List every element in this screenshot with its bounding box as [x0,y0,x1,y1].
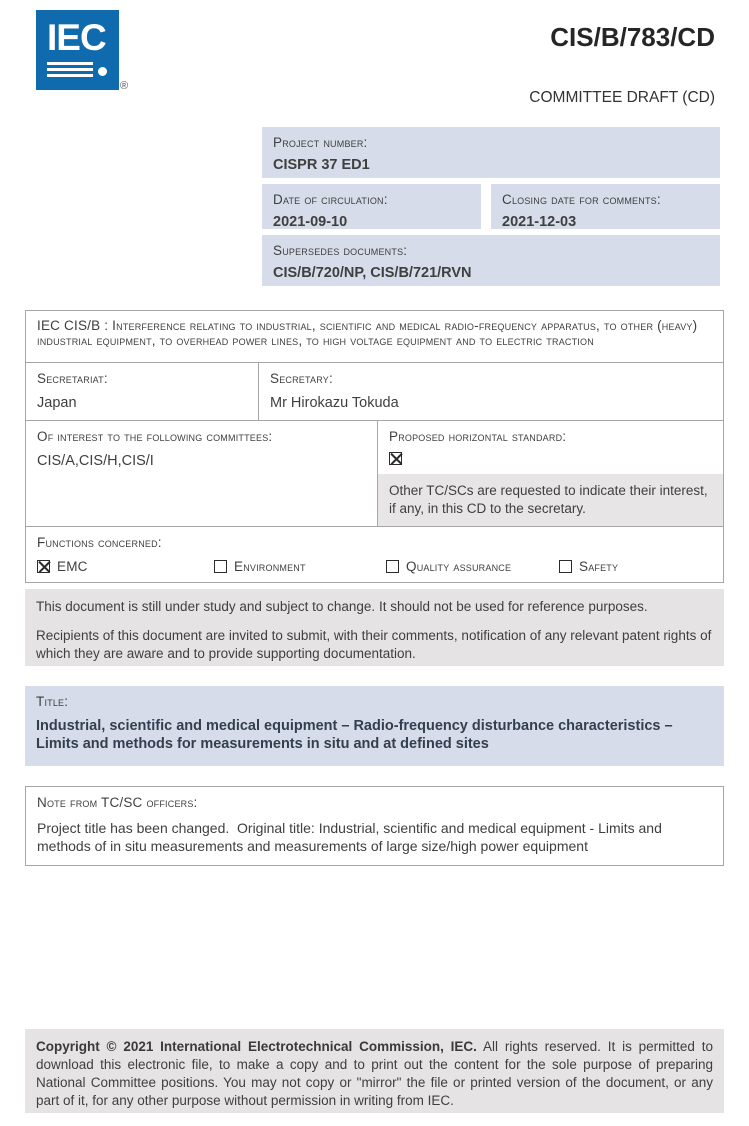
copyright-box [25,1029,724,1113]
circulation-date-box [262,184,481,229]
logo-bar [47,68,93,71]
iec-logo [36,10,119,90]
study-notice-text: This document is still under study and subject to change. It should not be used for reference purposes. [36,599,648,614]
document-title: Industrial, scientific and medical equipment – Radio-frequency disturbance characteristics – Limits and methods for measurements in situ and at defined sites [36,718,673,752]
supersedes-value: CIS/B/720/NP, CIS/B/721/RVN [273,265,472,281]
logo-bar [47,62,93,65]
horizontal-standard-top [378,421,723,474]
secretary-value: Mr Hirokazu Tokuda [270,395,399,411]
interest-label: Of interest to the following committees: [37,429,273,444]
secretariat-cell [26,363,259,420]
title-box [25,686,724,766]
environment-label: Environment [234,559,306,574]
function-item-safety [559,559,618,574]
environment-checkbox-icon[interactable] [214,560,227,573]
tc-sc-note-text: Project title has been changed. Original title: Industrial, scientific and medical equipment - Limits and methods of in situ measurements and measurements of large size/high power equipment [37,820,666,854]
functions-checkbox-group [37,559,712,574]
project-number-value: CISPR 37 ED1 [273,157,370,173]
function-item-quality-assurance [386,559,559,574]
document-number: CIS/B/783/CD [550,22,715,52]
functions-label: Functions concerned: [37,535,162,550]
function-item-environment [214,559,386,574]
safety-checkbox-icon[interactable] [559,560,572,573]
secretary-label: Secretary: [270,371,333,386]
closing-date-value: 2021-12-03 [502,214,577,230]
secretariat-value: Japan [37,395,77,411]
horizontal-standard-label: Proposed horizontal standard: [389,429,567,444]
closing-date-label: Closing date for comments: [502,192,661,207]
function-item-emc [37,559,214,574]
tc-sc-note-box [25,786,724,866]
logo-dot-icon [98,67,107,76]
quality-assurance-checkbox-icon[interactable] [386,560,399,573]
horizontal-standard-cell [378,421,723,526]
secretariat-label: Secretariat: [37,371,108,386]
secretariat-row [26,363,723,421]
functions-row [26,527,723,582]
patent-notice-text: Recipients of this document are invited to submit, with their comments, notification of any relevant patent rights of which they are aware and to provide supporting documentation. [36,628,712,661]
emc-checkbox-checked-icon[interactable] [37,560,50,573]
title-label: Title: [36,694,69,709]
project-number-box [262,127,720,178]
interest-committees: CIS/A,CIS/H,CIS/I [37,453,154,469]
supersedes-box [262,235,720,286]
circulation-date-value: 2021-09-10 [273,214,348,230]
committee-description: IEC CIS/B : Interference relating to industrial, scientific and medical radio-frequency apparatus, to other (heavy) industrial equipment, to overhead power lines, to high voltage equipment and to electric traction [37,318,698,348]
copyright-bold-text: Copyright © 2021 International Electrotechnical Commission, IEC. [36,1039,477,1054]
copyright-rest-text: All rights reserved. It is permitted to download this electronic file, to make a copy and to print out the content for the sole purpose of preparing National Committee positions. You may not copy or "mirror" the file or printed version of the document, or any part of it, for any other purpose without permission in writing from IEC. [36,1039,713,1108]
iec-logo-bars-icon [47,62,107,77]
study-notice-box [25,589,724,666]
emc-label: EMC [57,559,88,574]
logo-bar [47,74,93,77]
quality-assurance-label: Quality assurance [406,559,512,574]
iec-logo-text: IEC [47,17,106,58]
interest-row [26,421,723,527]
secretary-cell [259,363,723,420]
document-type: COMMITTEE DRAFT (CD) [529,89,715,106]
tc-sc-note-label: Note from TC/SC officers: [37,795,198,810]
safety-label: Safety [579,559,619,574]
other-tc-note: Other TC/SCs are requested to indicate their interest, if any, in this CD to the secretary. [378,474,723,526]
committee-info-table [25,310,724,583]
registered-trademark-icon: ® [120,80,129,92]
project-number-label: Project number: [273,135,368,150]
closing-date-box [491,184,720,229]
supersedes-label: Supersedes documents: [273,243,408,258]
interest-cell [26,421,378,526]
circulation-date-label: Date of circulation: [273,192,388,207]
committee-description-row [26,311,723,363]
horizontal-standard-checkbox-checked-icon[interactable] [389,452,402,465]
